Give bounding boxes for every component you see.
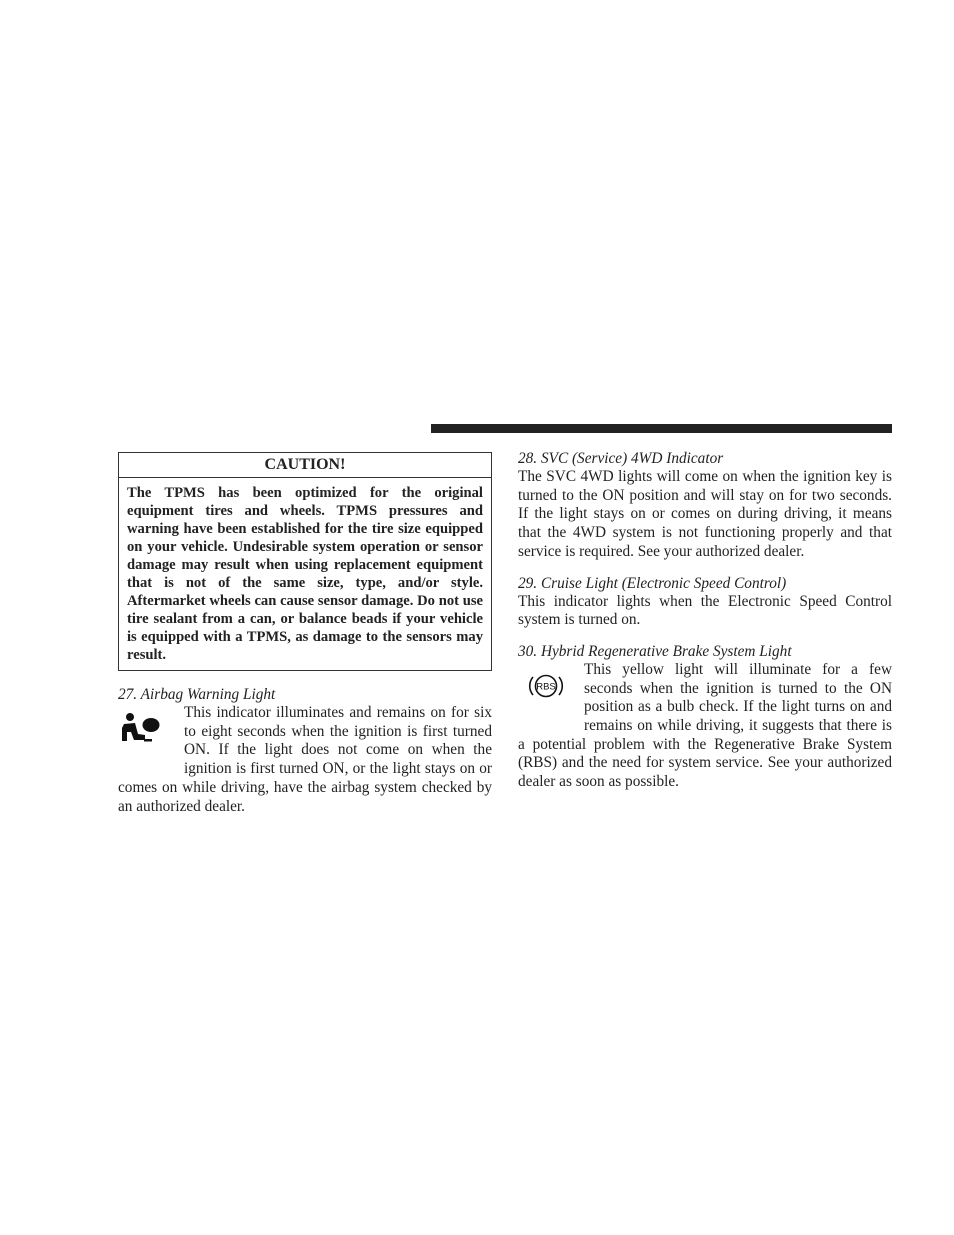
section-header-rule [431,424,892,433]
cruise-heading: 29. Cruise Light (Electronic Speed Control) [518,574,787,592]
rbs-icon-holder [518,661,584,731]
svc-heading: 28. SVC (Service) 4WD Indicator [518,450,724,467]
cruise-text: This indicator lights when the Electronic Speed Control system is turned on. [518,592,892,629]
rbs-icon-label: RBS [536,681,556,693]
airbag-text: This indicator illuminates and remains on for six to eight seconds when the ignition is first turned ON. If the light does not come on when the ignition is first turned ON, or the light stays on or comes on while driving, have the airbag system checked by an authorized dealer. [118,704,492,815]
right-column [518,449,892,792]
airbag-person-icon [118,710,164,750]
rbs-warning-icon [528,671,564,701]
left-column [118,452,492,816]
caution-box [118,452,492,671]
airbag-icon-holder [118,704,184,774]
svc-text: The SVC 4WD lights will come on when the ignition key is turned to the ON position and will stay on for two seconds. If the light stays on or comes on during driving, it means that the 4WD system is not functioning properly and that service is required. See your authorized dealer. [518,468,892,560]
airbag-heading: 27. Airbag Warning Light [118,686,276,703]
caution-title: CAUTION! [119,453,491,478]
caution-text: The TPMS has been optimized for the original equipment tires and wheels. TPMS pressures and warning have been established for the tire size equipped on your vehicle. Undesirable system operation or sensor damage may result when using replacement equipment that is not of the same size, type, and/or style. Aftermarket wheels can cause sensor damage. Do not use tire sealant from a can, or balance beads if your vehicle is equipped with a TPMS, as damage to the sensors may result. [127,485,483,663]
rbs-heading: 30. Hybrid Regenerative Brake System Light [518,642,792,660]
airbag-section [118,704,492,816]
rbs-text: This yellow light will illuminate for a few seconds when the ignition is turned to the ON position as a bulb check. If the light turns on and remains on while driving, it suggests that there is a potential problem with the Regenerative Brake System (RBS) and the need for system service. See your authorized dealer as soon as possible. [518,660,892,791]
rbs-section [518,661,892,792]
